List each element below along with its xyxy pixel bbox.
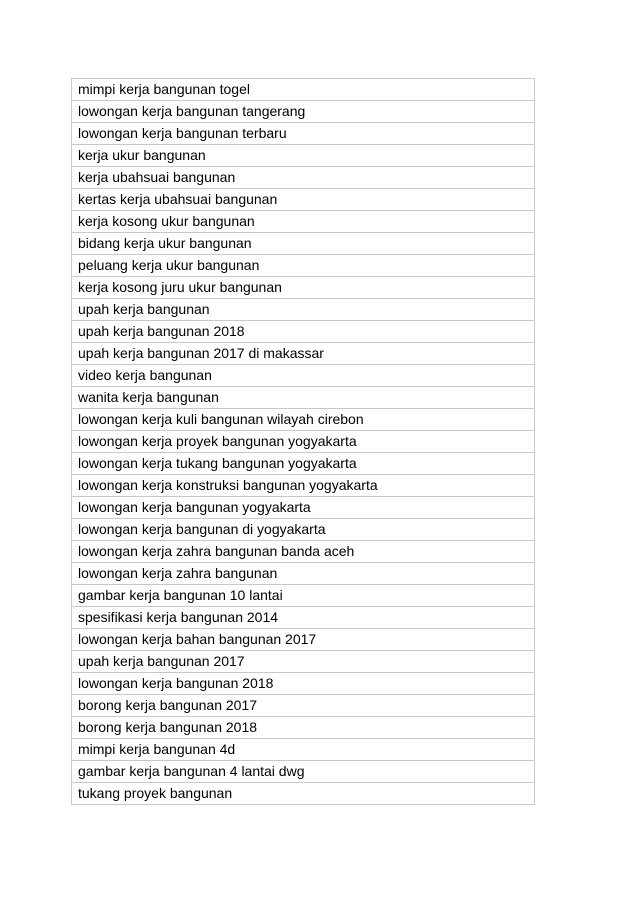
table-cell: peluang kerja ukur bangunan (72, 255, 535, 277)
table-cell: kerja kosong juru ukur bangunan (72, 277, 535, 299)
table-row (72, 167, 535, 189)
table-cell: lowongan kerja zahra bangunan (72, 563, 535, 585)
table-row (72, 365, 535, 387)
table-cell: lowongan kerja kuli bangunan wilayah cirebon (72, 409, 535, 431)
table-cell: lowongan kerja tukang bangunan yogyakarta (72, 453, 535, 475)
table-cell: kerja ubahsuai bangunan (72, 167, 535, 189)
table-row (72, 145, 535, 167)
table-cell: gambar kerja bangunan 10 lantai (72, 585, 535, 607)
table-row (72, 563, 535, 585)
table-row (72, 299, 535, 321)
table-row (72, 387, 535, 409)
table-cell: lowongan kerja bangunan terbaru (72, 123, 535, 145)
table-cell: lowongan kerja bangunan tangerang (72, 101, 535, 123)
table-cell: mimpi kerja bangunan togel (72, 79, 535, 101)
table-row (72, 651, 535, 673)
table-row (72, 519, 535, 541)
table-cell: gambar kerja bangunan 4 lantai dwg (72, 761, 535, 783)
table-cell: upah kerja bangunan (72, 299, 535, 321)
table-row (72, 79, 535, 101)
table-row (72, 475, 535, 497)
table-row (72, 453, 535, 475)
keyword-table-body (72, 79, 535, 805)
table-row (72, 321, 535, 343)
table-row (72, 431, 535, 453)
table-row (72, 409, 535, 431)
table-cell: bidang kerja ukur bangunan (72, 233, 535, 255)
table-cell: lowongan kerja proyek bangunan yogyakarta (72, 431, 535, 453)
table-row (72, 123, 535, 145)
table-row (72, 497, 535, 519)
table-cell: upah kerja bangunan 2017 di makassar (72, 343, 535, 365)
table-row (72, 607, 535, 629)
table-cell: upah kerja bangunan 2017 (72, 651, 535, 673)
table-row (72, 277, 535, 299)
table-cell: mimpi kerja bangunan 4d (72, 739, 535, 761)
table-row (72, 761, 535, 783)
table-row (72, 585, 535, 607)
table-row (72, 101, 535, 123)
table-row (72, 211, 535, 233)
table-cell: lowongan kerja zahra bangunan banda aceh (72, 541, 535, 563)
table-cell: lowongan kerja bangunan di yogyakarta (72, 519, 535, 541)
table-cell: borong kerja bangunan 2017 (72, 695, 535, 717)
table-row (72, 673, 535, 695)
table-row (72, 255, 535, 277)
table-cell: video kerja bangunan (72, 365, 535, 387)
table-cell: kertas kerja ubahsuai bangunan (72, 189, 535, 211)
table-cell: lowongan kerja bangunan 2018 (72, 673, 535, 695)
table-row (72, 233, 535, 255)
table-cell: spesifikasi kerja bangunan 2014 (72, 607, 535, 629)
table-cell: lowongan kerja bangunan yogyakarta (72, 497, 535, 519)
table-cell: lowongan kerja konstruksi bangunan yogyakarta (72, 475, 535, 497)
table-cell: wanita kerja bangunan (72, 387, 535, 409)
table-cell: borong kerja bangunan 2018 (72, 717, 535, 739)
table-cell: kerja ukur bangunan (72, 145, 535, 167)
table-cell: upah kerja bangunan 2018 (72, 321, 535, 343)
table-row (72, 343, 535, 365)
table-row (72, 783, 535, 805)
table-row (72, 189, 535, 211)
table-cell: kerja kosong ukur bangunan (72, 211, 535, 233)
table-row (72, 541, 535, 563)
keyword-table (71, 78, 535, 805)
table-row (72, 717, 535, 739)
table-cell: tukang proyek bangunan (72, 783, 535, 805)
table-row (72, 695, 535, 717)
table-cell: lowongan kerja bahan bangunan 2017 (72, 629, 535, 651)
table-row (72, 739, 535, 761)
table-row (72, 629, 535, 651)
